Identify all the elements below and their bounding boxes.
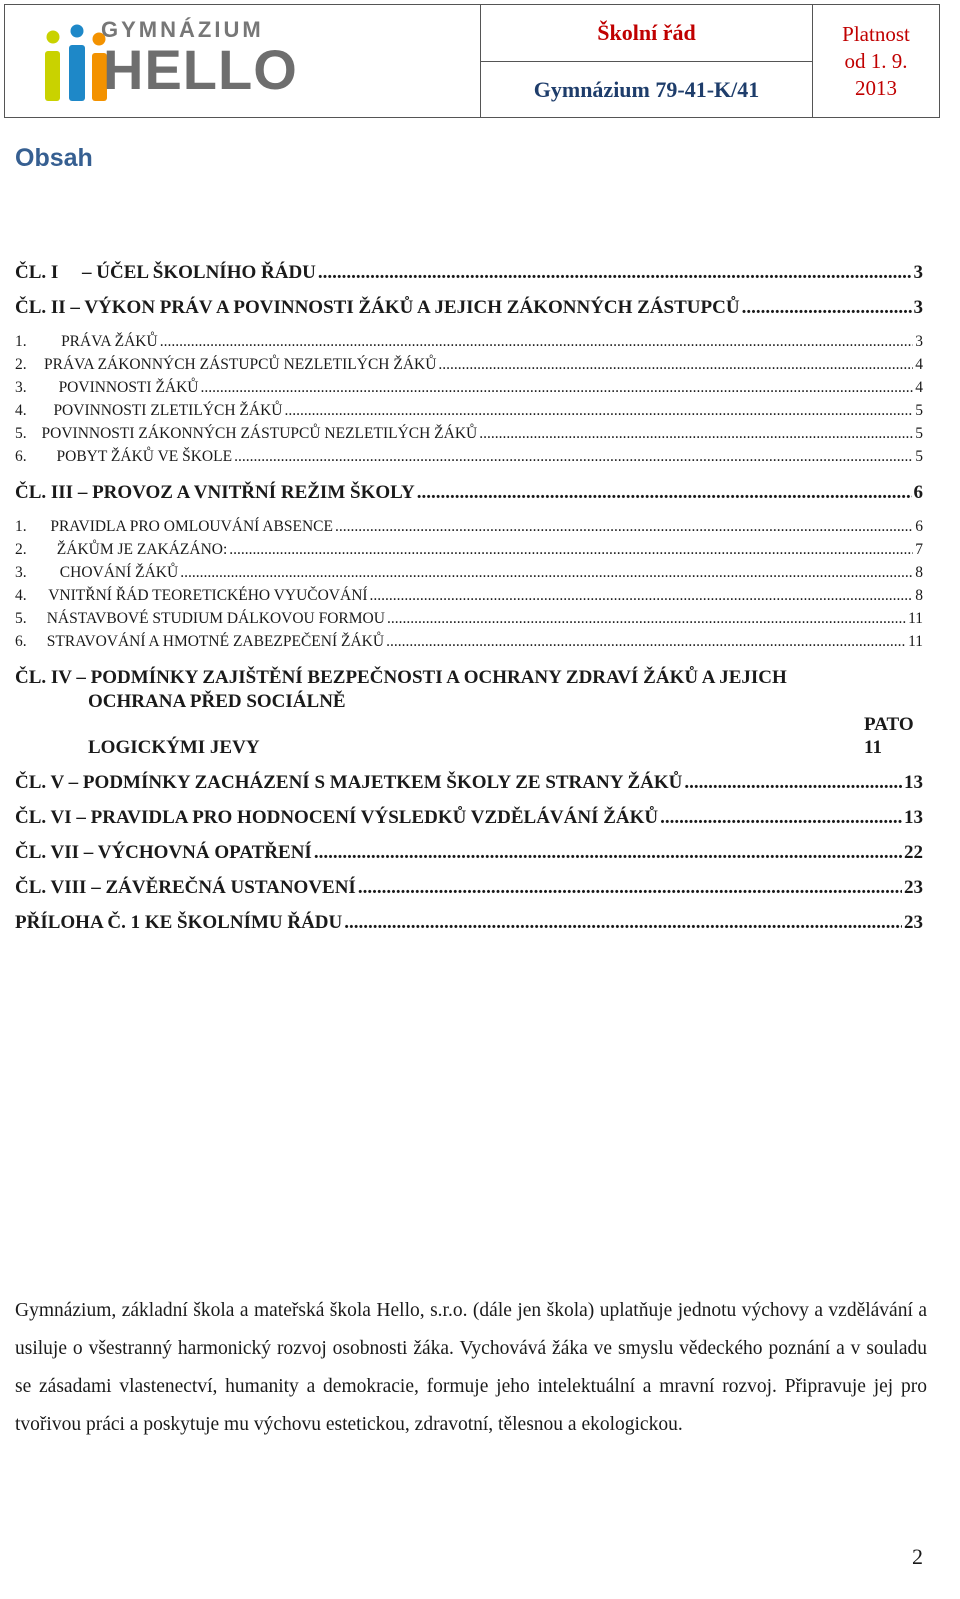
document-header [4,4,940,118]
validity-line-1: Platnost [842,21,910,46]
toc-subentry[interactable]: 3. CHOVÁNÍ ŽÁKŮ ..... 8 [15,564,923,582]
toc-entry-ch4-line1[interactable]: ČL. IV – PODMÍNKY ZAJIŠTĚNÍ BEZPEČNOSTI A OCHRANY ZDRAVÍ ŽÁKŮ A JEJICH [15,667,787,688]
toc-subentry[interactable]: 5. NÁSTAVBOVÉ STUDIUM DÁLKOVOU FORMOU ..... 11 [15,610,923,628]
intro-paragraph: Gymnázium, základní škola a mateřská škola Hello, s.r.o. (dále jen škola) uplatňuje jednotu výchovy a vzdělávání a usiluje o všestranný harmonický rozvoj osobnosti žáka. Vychovává žáka ve smyslu vědeckého poznání a v souladu se zásadami vlastenectví, humanity a demokracie, formuje jeho intelektuální a mravní rozvoj. Připravuje jej pro tvořivou práci a poskytuje mu výchovu estetickou, zdravotní, tělesnou a ekologickou. [15,1300,927,1435]
toc-entry-ch1[interactable]: ČL. I – ÚČEL ŠKOLNÍHO ŘÁDU ..... 3 [15,262,923,284]
toc-entry-ch6[interactable]: ČL. VI – PRAVIDLA PRO HODNOCENÍ VÝSLEDKŮ VZDĚLÁVÁNÍ ŽÁKŮ ..... 13 [15,807,923,829]
contents-heading: Obsah [15,144,93,172]
toc-entry-ch4-page: 11 [864,737,882,758]
toc-entry-ch4-pato: PATO [864,714,914,735]
toc-entry-ch7[interactable]: ČL. VII – VÝCHOVNÁ OPATŘENÍ ..... 22 [15,842,923,864]
toc-subentry[interactable]: 4. VNITŘNÍ ŘÁD TEORETICKÉHO VYUČOVÁNÍ ..... 8 [15,587,923,605]
toc-entry-ch4-line3: LOGICKÝMI JEVY [88,737,260,758]
logo-text-gymnazium: GYMNÁZIUM [101,17,264,42]
toc-subentry[interactable]: 6. STRAVOVÁNÍ A HMOTNÉ ZABEZPEČENÍ ŽÁKŮ ..... 11 [15,633,923,651]
page-number: 2 [912,1544,923,1569]
validity-line-2: od 1. 9. [844,48,908,73]
toc-entry-ch5[interactable]: ČL. V – PODMÍNKY ZACHÁZENÍ S MAJETKEM ŠKOLY ZE STRANY ŽÁKŮ ..... 13 [15,772,923,794]
toc-subentry[interactable]: 5. POVINNOSTI ZÁKONNÝCH ZÁSTUPCŮ NEZLETILÝCH ŽÁKŮ ..... 5 [15,425,923,443]
title-cell [480,4,813,62]
toc-entry-ch8[interactable]: ČL. VIII – ZÁVĚREČNÁ USTANOVENÍ ..... 23 [15,877,923,899]
toc-entry-ch4-line2: OCHRANA PŘED SOCIÁLNĚ [88,691,346,712]
toc-subentry[interactable]: 4. POVINNOSTI ZLETILÝCH ŽÁKŮ ..... 5 [15,402,923,420]
toc-subentry[interactable]: 1. PRAVIDLA PRO OMLOUVÁNÍ ABSENCE ..... 6 [15,518,923,536]
toc-subentry[interactable]: 3. POVINNOSTI ŽÁKŮ ..... 4 [15,379,923,397]
validity-line-3: 2013 [855,75,897,100]
program-code: Gymnázium 79-41-K/41 [533,76,760,102]
toc-subentry[interactable]: 2. ŽÁKŮM JE ZAKÁZÁNO: ..... 7 [15,541,923,559]
toc-subentry[interactable]: 6. POBYT ŽÁKŮ VE ŠKOLE ..... 5 [15,448,923,466]
logo-text-hello: HELLO [103,38,298,101]
logo-cell [4,4,481,118]
toc-entry-appendix-1[interactable]: PŘÍLOHA Č. 1 KE ŠKOLNÍMU ŘÁDU ..... 23 [15,912,923,934]
toc-subentry[interactable]: 2. PRÁVA ZÁKONNÝCH ZÁSTUPCŮ NEZLETILÝCH ŽÁKŮ ..... 4 [15,356,923,374]
document-title: Školní řád [597,20,696,45]
validity-cell [812,4,940,118]
toc-entry-ch2[interactable]: ČL. II – VÝKON PRÁV A POVINNOSTI ŽÁKŮ A JEJICH ZÁKONNÝCH ZÁSTUPCŮ ..... 3 [15,297,923,319]
toc-entry-ch3[interactable]: ČL. III – PROVOZ A VNITŘNÍ REŽIM ŠKOLY ..... 6 [15,482,923,504]
toc-subentry[interactable]: 1. PRÁVA ŽÁKŮ ..... 3 [15,333,923,351]
subtitle-cell [480,61,813,118]
